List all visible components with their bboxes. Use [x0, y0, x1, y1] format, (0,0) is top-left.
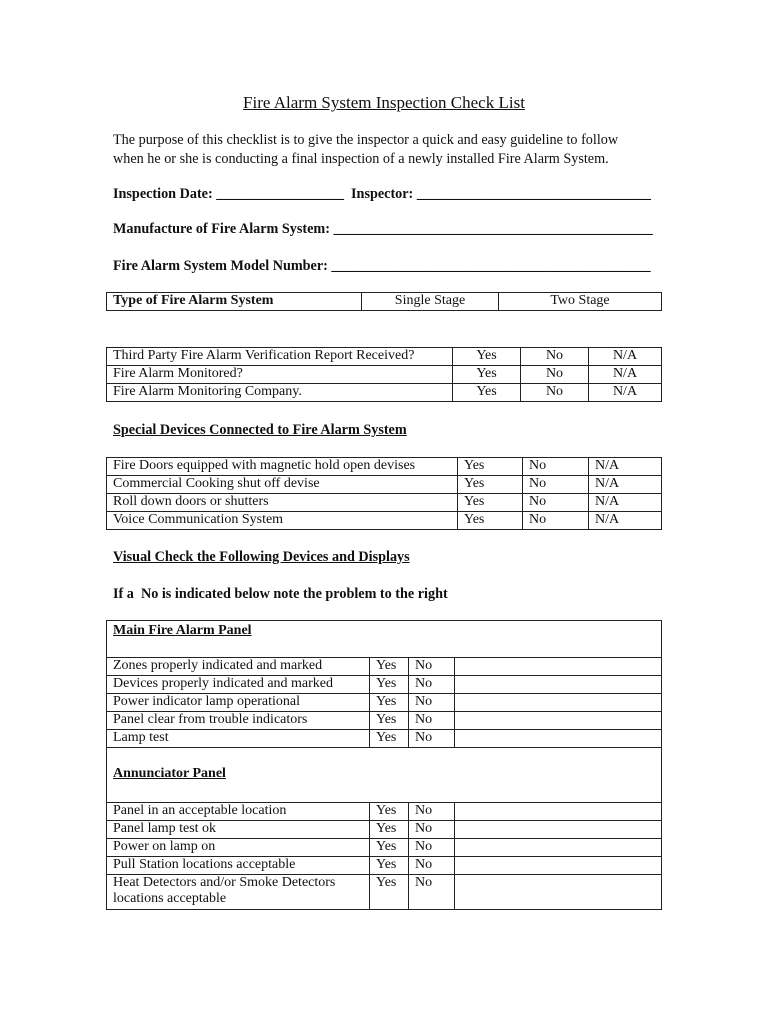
table-row — [107, 458, 662, 476]
verification-table — [106, 347, 662, 402]
panel-item: Lamp test — [107, 730, 370, 748]
no-cell[interactable]: No — [409, 875, 455, 910]
panel-item: Panel lamp test ok — [107, 821, 370, 839]
na-cell[interactable]: N/A — [589, 458, 662, 476]
yes-cell[interactable]: Yes — [370, 676, 409, 694]
problem-note-cell[interactable] — [455, 676, 662, 694]
model-number-field: Fire Alarm System Model Number: _____________________________________________ — [113, 258, 651, 274]
problem-note-cell[interactable] — [455, 857, 662, 875]
panel-item: Panel clear from trouble indicators — [107, 712, 370, 730]
yes-cell[interactable]: Yes — [458, 476, 523, 494]
panel-item-line-2: locations acceptable — [113, 891, 227, 906]
no-cell[interactable]: No — [409, 803, 455, 821]
purpose-line-2: when he or she is conducting a final inspection of a newly installed Fire Alarm System. — [113, 150, 609, 167]
section-row — [107, 748, 662, 803]
na-cell[interactable]: N/A — [589, 348, 662, 366]
no-cell[interactable]: No — [409, 857, 455, 875]
table-row — [107, 730, 662, 748]
table-row — [107, 712, 662, 730]
table-row — [107, 476, 662, 494]
panel-item: Panel in an acceptable location — [107, 803, 370, 821]
panel-checklist-table — [106, 620, 662, 910]
yes-cell[interactable]: Yes — [370, 821, 409, 839]
two-stage-option[interactable]: Two Stage — [499, 293, 662, 311]
panel-item-line-1: Heat Detectors and/or Smoke Detectors — [113, 875, 336, 890]
system-type-label: Type of Fire Alarm System — [107, 293, 362, 311]
yes-cell[interactable]: Yes — [453, 348, 521, 366]
section-row — [107, 621, 662, 658]
device-item: Fire Doors equipped with magnetic hold open devises — [107, 458, 458, 476]
no-cell[interactable]: No — [409, 676, 455, 694]
single-stage-option[interactable]: Single Stage — [362, 293, 499, 311]
na-cell[interactable]: N/A — [589, 476, 662, 494]
yes-cell[interactable]: Yes — [370, 658, 409, 676]
no-cell[interactable]: No — [523, 458, 589, 476]
problem-note-cell[interactable] — [455, 694, 662, 712]
purpose-paragraph — [113, 131, 673, 168]
table-row — [107, 857, 662, 875]
na-cell[interactable]: N/A — [589, 494, 662, 512]
problem-note-cell[interactable] — [455, 712, 662, 730]
panel-item: Power on lamp on — [107, 839, 370, 857]
verification-item: Third Party Fire Alarm Verification Report Received? — [107, 348, 453, 366]
yes-cell[interactable]: Yes — [453, 366, 521, 384]
table-row — [107, 293, 662, 311]
yes-cell[interactable]: Yes — [458, 494, 523, 512]
device-item: Commercial Cooking shut off devise — [107, 476, 458, 494]
no-cell[interactable]: No — [409, 694, 455, 712]
purpose-line-1: The purpose of this checklist is to give the inspector a quick and easy guideline to follow — [113, 132, 619, 148]
no-cell[interactable]: No — [523, 494, 589, 512]
problem-note-cell[interactable] — [455, 875, 662, 910]
special-devices-heading: Special Devices Connected to Fire Alarm System — [113, 422, 407, 438]
verification-item: Fire Alarm Monitored? — [107, 366, 453, 384]
page-title: Fire Alarm System Inspection Check List — [243, 93, 525, 112]
panel-item: Power indicator lamp operational — [107, 694, 370, 712]
yes-cell[interactable]: Yes — [370, 857, 409, 875]
visual-check-note: If a No is indicated below note the problem to the right — [113, 586, 448, 602]
panel-item — [107, 875, 370, 910]
no-cell[interactable]: No — [521, 384, 589, 402]
na-cell[interactable]: N/A — [589, 512, 662, 530]
yes-cell[interactable]: Yes — [458, 458, 523, 476]
yes-cell[interactable]: Yes — [458, 512, 523, 530]
problem-note-cell[interactable] — [455, 658, 662, 676]
table-row — [107, 875, 662, 910]
table-row — [107, 694, 662, 712]
verification-item: Fire Alarm Monitoring Company. — [107, 384, 453, 402]
yes-cell[interactable]: Yes — [370, 839, 409, 857]
system-type-table — [106, 292, 662, 311]
no-cell[interactable]: No — [409, 821, 455, 839]
na-cell[interactable]: N/A — [589, 384, 662, 402]
yes-cell[interactable]: Yes — [370, 730, 409, 748]
yes-cell[interactable]: Yes — [370, 875, 409, 910]
problem-note-cell[interactable] — [455, 821, 662, 839]
yes-cell[interactable]: Yes — [370, 694, 409, 712]
device-item: Roll down doors or shutters — [107, 494, 458, 512]
problem-note-cell[interactable] — [455, 839, 662, 857]
visual-check-heading: Visual Check the Following Devices and Displays — [113, 549, 410, 565]
panel-item: Zones properly indicated and marked — [107, 658, 370, 676]
no-cell[interactable]: No — [523, 476, 589, 494]
no-cell[interactable]: No — [409, 712, 455, 730]
device-item: Voice Communication System — [107, 512, 458, 530]
problem-note-cell[interactable] — [455, 730, 662, 748]
no-cell[interactable]: No — [521, 348, 589, 366]
table-row — [107, 494, 662, 512]
table-row — [107, 384, 662, 402]
table-row — [107, 366, 662, 384]
table-row — [107, 348, 662, 366]
special-devices-table — [106, 457, 662, 530]
main-panel-heading: Main Fire Alarm Panel — [107, 621, 662, 658]
panel-item: Devices properly indicated and marked — [107, 676, 370, 694]
na-cell[interactable]: N/A — [589, 366, 662, 384]
no-cell[interactable]: No — [409, 730, 455, 748]
problem-note-cell[interactable] — [455, 803, 662, 821]
table-row — [107, 512, 662, 530]
table-row — [107, 803, 662, 821]
table-row — [107, 676, 662, 694]
table-row — [107, 821, 662, 839]
table-row — [107, 839, 662, 857]
inspection-date-inspector-field: Inspection Date: __________________ Inspector: _________________________________ — [113, 186, 651, 202]
manufacturer-field: Manufacture of Fire Alarm System: _____________________________________________ — [113, 221, 653, 237]
panel-item: Pull Station locations acceptable — [107, 857, 370, 875]
annunciator-panel-heading: Annunciator Panel — [107, 748, 662, 803]
no-cell[interactable]: No — [521, 366, 589, 384]
no-cell[interactable]: No — [409, 658, 455, 676]
yes-cell[interactable]: Yes — [370, 803, 409, 821]
yes-cell[interactable]: Yes — [370, 712, 409, 730]
table-row — [107, 658, 662, 676]
no-cell[interactable]: No — [523, 512, 589, 530]
yes-cell[interactable]: Yes — [453, 384, 521, 402]
no-cell[interactable]: No — [409, 839, 455, 857]
